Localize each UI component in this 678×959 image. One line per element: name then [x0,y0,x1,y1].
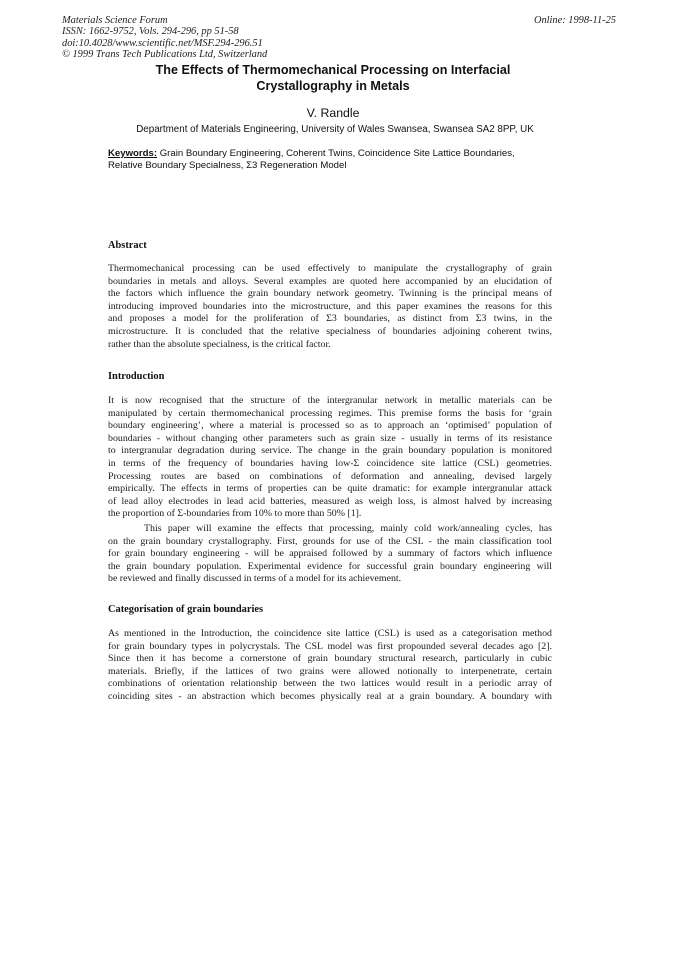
paper-title [108,63,558,94]
abstract-line: introducing improved boundaries into the microstructure, and this paper examines the reasons for this [108,300,552,312]
categorisation-line: combinations of orientation relationship between the two lattices would result in a periodic array of [108,678,552,690]
introduction-line: the grain boundary population. Experimental evidence for successful grain boundary engineering will [108,560,552,572]
title-line-1: The Effects of Thermomechanical Processing on Interfacial [155,63,511,77]
categorisation-line: Since then it has become a cornerstone of grain boundary structural research, particularly in cubic [108,653,552,665]
abstract-heading: Abstract [108,240,147,251]
abstract-line: rather than the absolute specialness, is the critical factor. [108,338,331,350]
keywords-text-1: Grain Boundary Engineering, Coherent Twins, Coincidence Site Lattice Boundaries, [157,148,515,159]
categorisation-paragraph [108,628,552,704]
introduction-heading: Introduction [108,371,165,382]
introduction-line: to intergranular degradation during service. The change in the grain boundary population is monitored [108,445,552,457]
categorisation-line: coinciding sites - an abstraction which becomes physically real at a grain boundary. A boundary with [108,690,552,702]
introduction-line: of lead alloy electrodes in lead acid batteries, measured as weigh loss, is almost halved by increasing [108,495,552,507]
introduction-line: on the grain boundary crystallography. First, grounds for use of the CSL - the main classification tool [108,535,552,547]
affiliation: Department of Materials Engineering, University of Wales Swansea, Swansea SA2 8PP, UK [136,124,534,135]
introduction-line: the proportion of Σ-boundaries from 10% to more than 50% [1]. [108,508,362,520]
abstract-line: boundaries in metals and alloys. Several examples are quoted here accompanied by an elucidation of [108,275,552,287]
introduction-line: boundary engineering’, where a material is processed so as to approach an ‘optimised’ population of [108,420,552,432]
categorisation-line: for grain boundary types in polycrystals. The CSL model was first propounded several decades ago [2]. [108,640,552,652]
abstract-paragraph [108,263,552,351]
introduction-line: It is now recognised that the structure of the intergranular network in metallic materials can be [108,395,552,406]
introduction-line: manipulated by certain thermomechanical processing regimes. This premise forms the basis for ‘grain [108,407,552,419]
keywords [108,148,554,171]
journal-doi: doi:10.4028/www.scientific.net/MSF.294-296.51 [62,37,263,49]
introduction-line: be reviewed and finally discussed in terms of a model for its achievement. [108,573,402,585]
abstract-line: and proposes a model for the proliferation of Σ3 boundaries, as distinct from Σ3 twins, in the [108,313,552,325]
introduction-line: in terms of the frequency of boundaries having low-Σ coincidence site lattice (CSL) geometries. [108,457,552,469]
journal-name: Materials Science Forum [62,15,168,26]
online-date: Online: 1998-11-25 [533,15,616,26]
categorisation-line: materials. Briefly, if the lattices of two grains were allowed notionally to interpenetrate, certain [108,665,552,677]
keywords-label: Keywords: [108,148,158,159]
abstract-line: microstructure. It is concluded that the relative specialness of boundaries adjoining coherent twins, [108,325,552,337]
keywords-text-2: Relative Boundary Specialness, Σ3 Regeneration Model [108,159,347,171]
introduction-line: This paper will examine the effects that processing, mainly cold work/annealing cycles, has [144,523,552,534]
introduction-line: empirically. The effects in terms of properties can be quite dramatic: for example intergranular attack [108,483,552,495]
introduction-line: for grain boundary engineering - will be appraised followed by a summary of factors which influence [108,548,552,560]
journal-header [62,15,267,61]
abstract-line: Thermomechanical processing can be used effectively to manipulate the crystallography of grain [108,263,552,274]
journal-copyright: © 1999 Trans Tech Publications Ltd, Switzerland [62,49,268,61]
author: V. Randle [306,106,360,120]
journal-issn: ISSN: 1662-9752, Vols. 294-296, pp 51-58 [62,26,239,38]
categorisation-line: As mentioned in the Introduction, the coincidence site lattice (CSL) is used as a categorisation method [108,628,552,639]
title-line-2: Crystallography in Metals [256,78,410,93]
introduction-line: Processing routes are based on combinations of deformation and annealing, devised largely [108,470,552,482]
abstract-line: the factors which influence the grain boundary network geometry. Twinning is the principal means of [108,288,552,300]
introduction-paragraph-2 [108,523,552,586]
introduction-paragraph-1 [108,395,552,521]
categorisation-heading: Categorisation of grain boundaries [108,604,263,615]
introduction-line: boundaries - without changing other parameters such as grain size - usually in terms of its resistance [108,432,552,444]
